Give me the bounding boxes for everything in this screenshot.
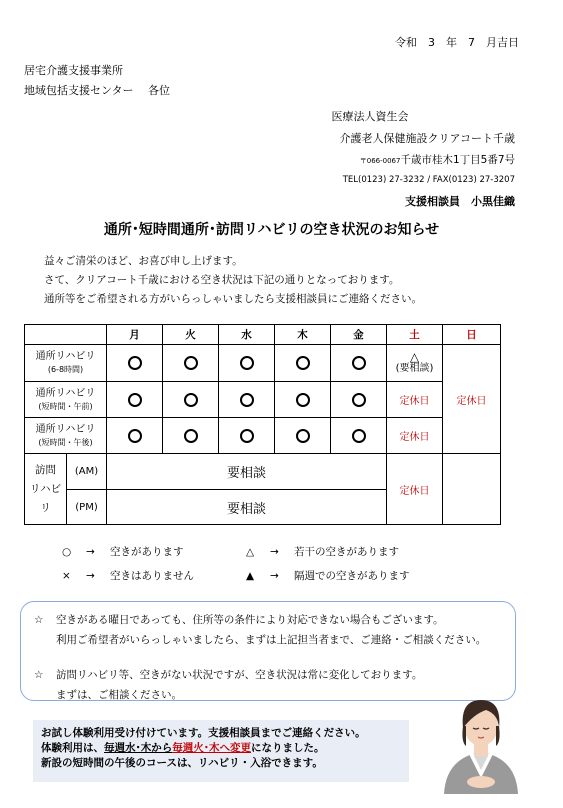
sender-address: [340, 152, 515, 167]
intro-line: さて、クリアコート千歳における空き状況は下記の通りとなっております。: [44, 274, 400, 286]
sender-staff: 支援相談員 小黒佳織: [405, 195, 515, 208]
circle-icon: ○: [62, 546, 72, 558]
legend-item: [62, 540, 194, 564]
availability-cell: [163, 382, 219, 418]
availability-cell: [107, 345, 163, 382]
postal-code: 〒066-0067: [359, 157, 401, 165]
sunday-closed-cell: 定休日: [443, 345, 501, 454]
note-line: まずは、ご相談ください。: [56, 689, 182, 701]
visit-sunday-cell: [443, 454, 501, 525]
row-label-main: 通所リハビリ: [35, 387, 96, 399]
availability-cell: [163, 418, 219, 454]
circle-icon: [184, 393, 198, 407]
trial-line: [41, 741, 401, 756]
arrow-icon: →: [270, 570, 279, 582]
circle-icon: [128, 393, 142, 407]
circle-icon: [352, 356, 366, 370]
triangle-icon: △: [246, 546, 255, 558]
intro-line: 通所等をご希望される方がいらっしゃいましたら支援相談員にご連絡ください。: [44, 293, 422, 305]
availability-cell-saturday: [387, 345, 443, 382]
intro-line: 益々ご清栄のほど、お喜び申し上げます。: [44, 255, 243, 267]
availability-cell: [275, 418, 331, 454]
availability-cell: [275, 345, 331, 382]
saturday-closed-cell: 定休日: [387, 382, 443, 418]
note-line: 利用ご希望者がいらっしゃいましたら、まずは上記担当者まで、ご連絡・ご相談ください。: [56, 634, 487, 646]
legend-left: [62, 540, 194, 588]
circle-icon: [128, 356, 142, 370]
table-row: [25, 345, 501, 382]
visit-pm-consult: 要相談: [107, 490, 387, 525]
legend-right: [246, 540, 410, 588]
trial-line: お試し体験利用受け付けています。支援相談員までご連絡ください。: [41, 727, 366, 739]
star-icon: ☆: [34, 669, 44, 681]
availability-cell: [219, 382, 275, 418]
cross-icon: ×: [62, 570, 71, 582]
row-label-sub: (短時間・午前): [38, 401, 93, 411]
day-header-sunday: 日: [443, 325, 501, 345]
availability-cell: [331, 382, 387, 418]
availability-cell: [107, 382, 163, 418]
day-header: 木: [275, 325, 331, 345]
trial-old-days: 毎週水･木から: [104, 742, 173, 754]
legend-item: [246, 540, 410, 564]
row-label-sub: (6-8時間): [47, 365, 84, 374]
availability-cell: [219, 418, 275, 454]
circle-icon: [240, 356, 254, 370]
pm-label: (PM): [67, 490, 107, 525]
legend-text: 空きがあります: [110, 546, 184, 558]
staff-illustration: [436, 686, 526, 794]
trial-info-box: [33, 720, 409, 782]
note-line: 訪問リハビリ等、空きがない状況ですが、空き状況は常に変化しております。: [56, 669, 423, 681]
legend-text: 空きはありません: [110, 570, 194, 582]
sender-tel-fax: TEL(0123) 27-3232 / FAX(0123) 27-3207: [342, 175, 515, 185]
availability-cell: [219, 345, 275, 382]
document-title: 通所･短時間通所･訪問リハビリの空き状況のお知らせ: [103, 222, 440, 238]
note-2: [56, 665, 422, 705]
arrow-icon: →: [86, 546, 95, 558]
trial-text: 体験利用は、: [41, 742, 104, 754]
circle-icon: [240, 429, 254, 443]
availability-cell: [275, 382, 331, 418]
availability-cell: [331, 345, 387, 382]
note-1: [56, 610, 486, 650]
availability-cell: [163, 345, 219, 382]
circle-icon: [296, 393, 310, 407]
circle-icon: [184, 429, 198, 443]
row-label-main: 通所リハビリ: [35, 423, 96, 435]
sender-facility: 介護老人保健施設クリアコート千歳: [339, 132, 515, 145]
circle-icon: [128, 429, 142, 443]
availability-cell: [331, 418, 387, 454]
recipient-line-2: 地域包括支援センター 各位: [24, 84, 171, 97]
star-icon: ☆: [34, 614, 44, 626]
recipient-line-1: 居宅介護支援事業所: [24, 64, 123, 77]
saturday-closed-cell: 定休日: [387, 418, 443, 454]
legend-item: [62, 564, 194, 588]
arrow-icon: →: [86, 570, 95, 582]
row-label: [25, 345, 107, 382]
day-header: 火: [163, 325, 219, 345]
trial-text: になりました。: [251, 742, 325, 754]
circle-icon: [352, 393, 366, 407]
day-header-saturday: 土: [387, 325, 443, 345]
issue-date: 令和 3 年 7 月吉日: [395, 36, 519, 49]
sender-block: [331, 108, 515, 209]
am-label: (AM): [67, 454, 107, 490]
triangle-icon: △: [409, 350, 420, 364]
day-header: 月: [107, 325, 163, 345]
sender-org: 医療法人資生会: [331, 110, 409, 123]
visit-am-consult: 要相談: [107, 454, 387, 490]
row-label-sub: (短時間・午後): [38, 437, 93, 447]
legend-text: 若干の空きがあります: [294, 546, 399, 558]
arrow-icon: →: [270, 546, 279, 558]
visit-label-line: リハビリ: [29, 482, 62, 514]
row-label: [25, 418, 107, 454]
trial-new-days: 毎週火･木へ変更: [172, 742, 251, 754]
legend-item: [246, 564, 410, 588]
schedule-table: [24, 324, 501, 525]
intro-text: [44, 252, 422, 309]
note-line: 空きがある曜日であっても、住所等の条件により対応できない場合もございます。: [56, 614, 444, 626]
circle-icon: [184, 356, 198, 370]
row-label: [25, 382, 107, 418]
trial-line: 新設の短時間の午後のコースは、リハビリ・入浴できます。: [41, 757, 323, 769]
table-row: [25, 418, 501, 454]
consult-note: (要相談): [395, 363, 434, 374]
visit-rehab-label: [25, 454, 67, 525]
day-header: 水: [219, 325, 275, 345]
circle-icon: [352, 429, 366, 443]
visit-label-line: 訪問: [35, 463, 56, 476]
visit-saturday-closed: 定休日: [387, 454, 443, 525]
legend-text: 隔週での空きがあります: [294, 570, 410, 582]
day-header: 金: [331, 325, 387, 345]
table-row: [25, 454, 501, 490]
circle-icon: [296, 429, 310, 443]
header-corner: [25, 325, 107, 345]
circle-icon: [240, 393, 254, 407]
table-row: [25, 382, 501, 418]
circle-icon: [296, 356, 310, 370]
row-label-main: 通所リハビリ: [35, 351, 96, 362]
address-text: 千歳市桂木1丁目5番7号: [400, 154, 515, 166]
availability-cell: [107, 418, 163, 454]
filled-triangle-icon: ▲: [246, 570, 255, 582]
